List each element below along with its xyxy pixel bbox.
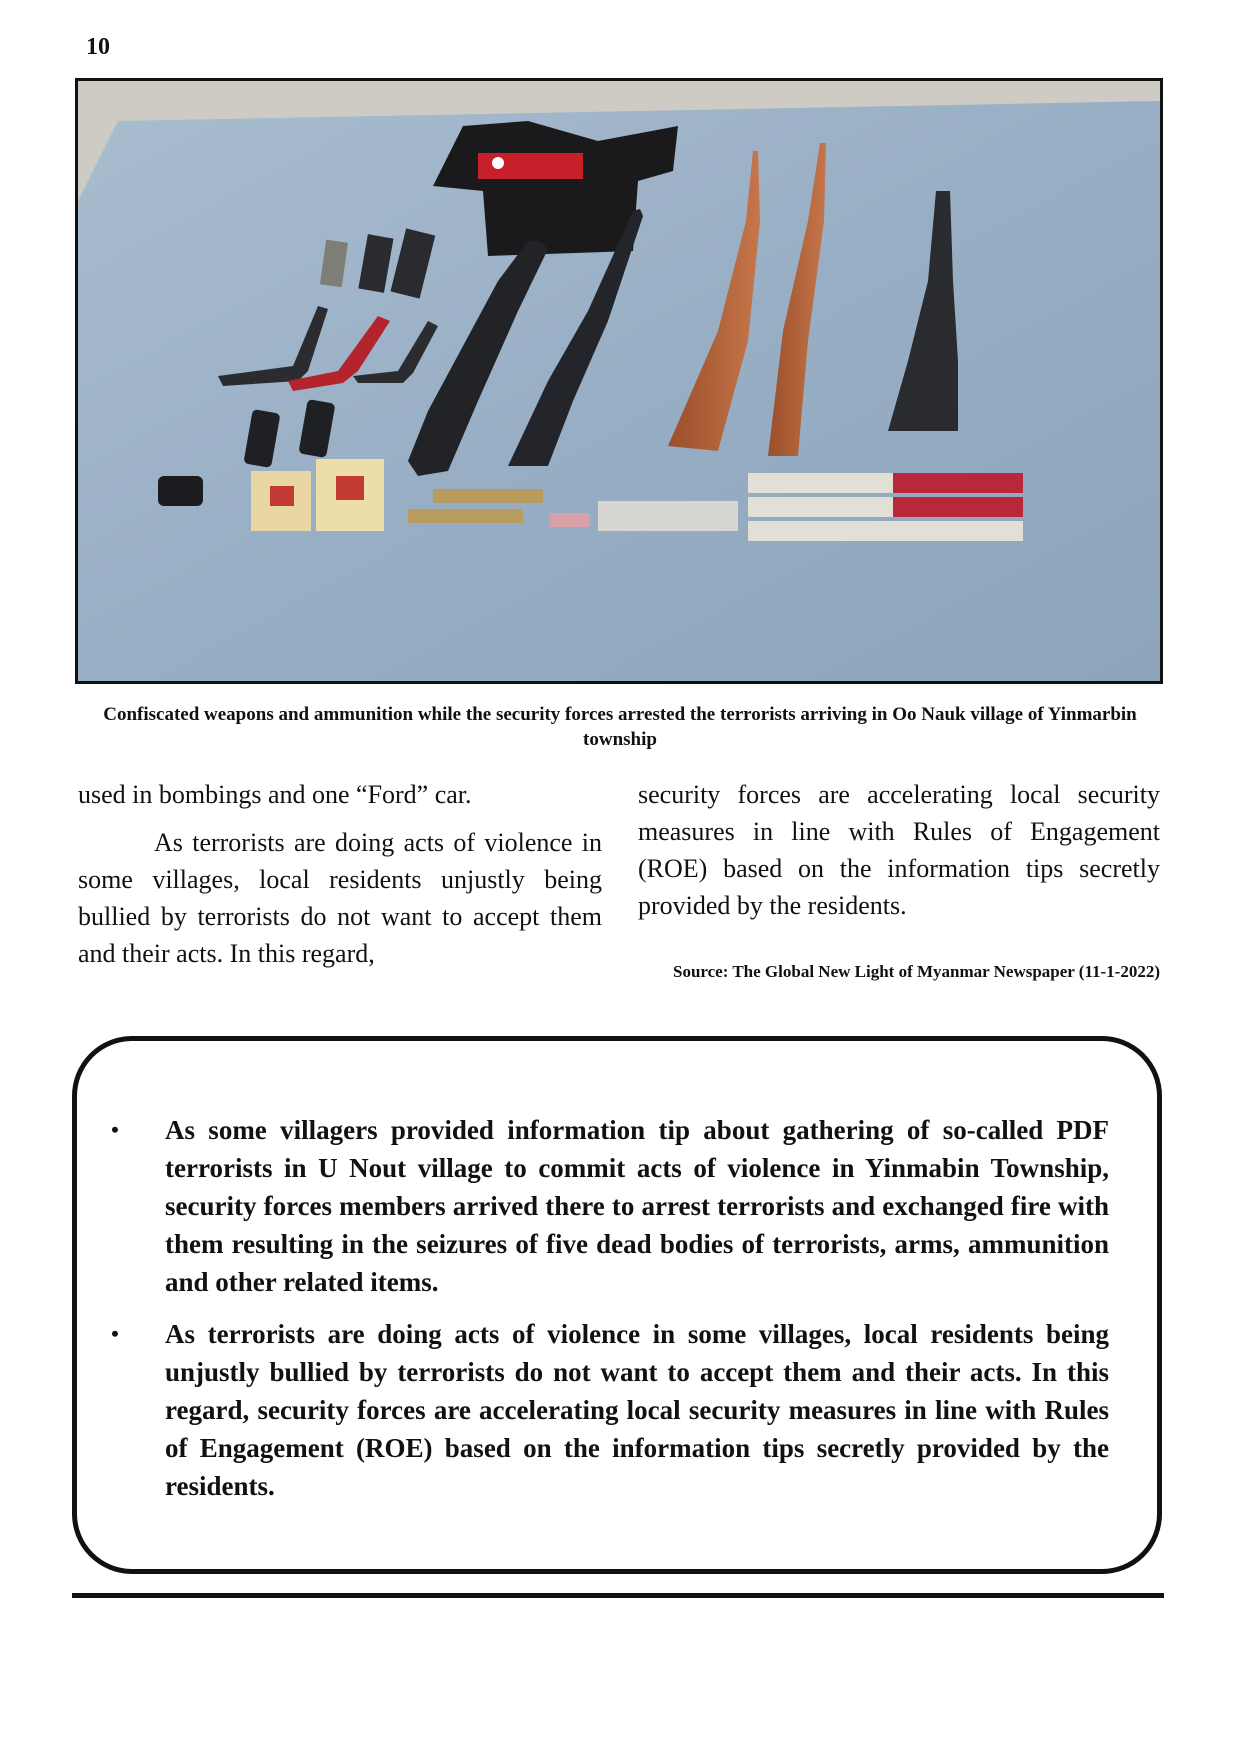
photo-caption: Confiscated weapons and ammunition while the security forces arrested the terrorists arriving in Oo Nauk village of Yinmarbin township xyxy=(103,704,1137,750)
weapons-photo-illustration xyxy=(78,81,1160,681)
summary-item xyxy=(105,1111,1109,1301)
article-paragraph: security forces are accelerating local security measures in line with Rules of Engagement (ROE) based on the information tips secretly provided by the residents. xyxy=(638,780,1160,920)
bullet-icon: • xyxy=(111,1321,119,1346)
article-right-column xyxy=(638,776,1160,924)
summary-item-text: As some villagers provided information tip about gathering of so-called PDF terrorists in U Nout village to commit acts of violence in Yinmabin Township, security forces members arrived there to arrest terrorists and exchanged fire with them resulting in the seizures of five dead bodies of terrorists, arms, ammunition and other related items. xyxy=(165,1115,1109,1297)
summary-list xyxy=(105,1111,1109,1519)
article-left-column xyxy=(78,776,602,972)
bullet-icon: • xyxy=(111,1117,119,1142)
summary-box xyxy=(72,1036,1162,1574)
summary-item-text: As terrorists are doing acts of violence in some villages, local residents being unjustly bullied by terrorists do not want to accept them and their acts. In this regard, security forces are accelerating local security measures in line with Rules of Engagement (ROE) based on the information tips secretly provided by the residents. xyxy=(165,1319,1109,1501)
page-number: 10 xyxy=(86,34,110,60)
summary-item xyxy=(105,1315,1109,1505)
source-citation: Source: The Global New Light of Myanmar Newspaper (11-1-2022) xyxy=(672,962,1160,981)
article-paragraph: As terrorists are doing acts of violence in some villages, local residents unjustly being bullied by terrorists do not want to accept them and their acts. In this regard, xyxy=(78,828,602,968)
confiscated-weapons-photo xyxy=(75,78,1163,684)
bottom-divider xyxy=(72,1593,1164,1598)
article-paragraph: used in bombings and one “Ford” car. xyxy=(78,780,472,809)
